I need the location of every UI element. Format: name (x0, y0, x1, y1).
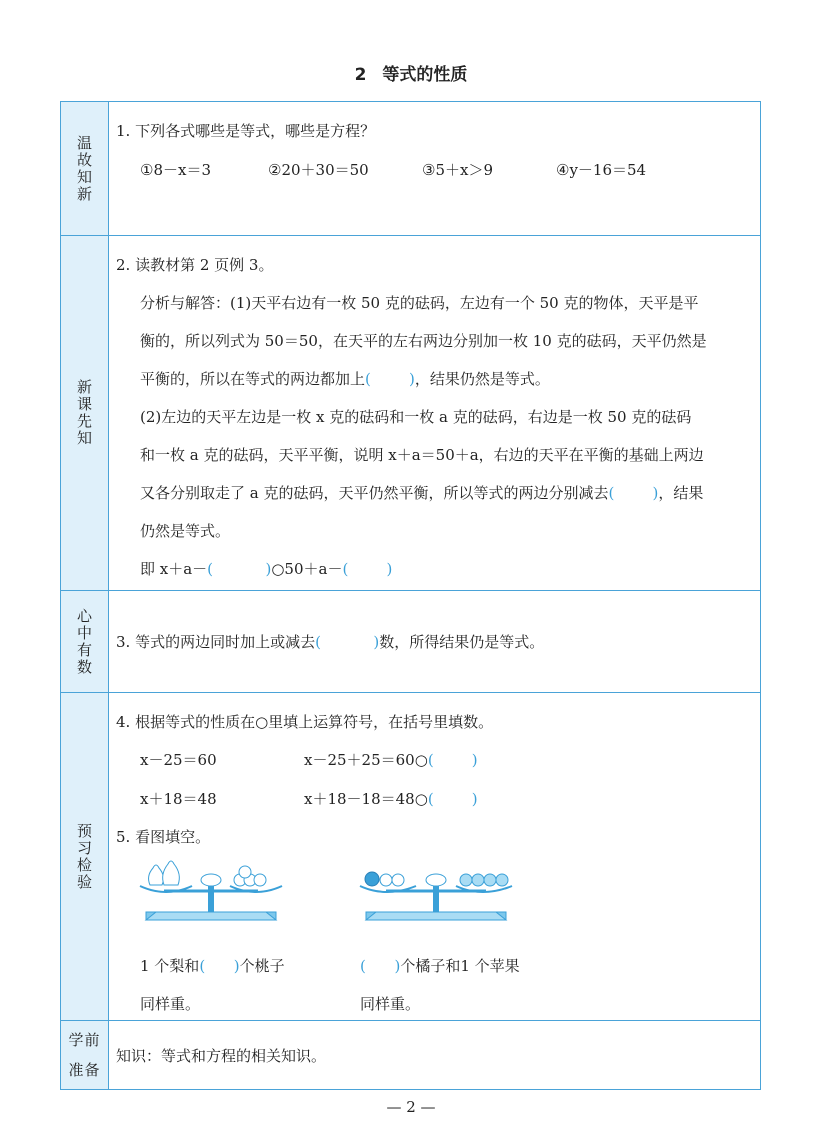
analysis-line-3: 平衡的，所以在等式的两边都加上( )，结果仍然是等式。 (140, 370, 550, 388)
question-5: 5. 看图填空。 (116, 828, 211, 846)
section-review (61, 102, 760, 235)
eq-1: x－25＝60 (140, 751, 217, 769)
fill-1-end: 同样重。 (140, 995, 201, 1013)
analysis-line-7: 仍然是等式。 (140, 522, 231, 540)
analysis-line-2: 衡的，所以列式为 50＝50，在天平的左右两边分别加一枚 10 克的砝码，天平仍然是 (140, 332, 707, 350)
expr-3: ③5＋x＞9 (422, 161, 493, 179)
answer-blank[interactable]: ( ) (427, 751, 478, 769)
answer-blank[interactable]: ( ) (207, 560, 272, 578)
expr-4: ④y－16＝54 (556, 161, 647, 179)
section-title: 等式的性质 (382, 65, 468, 85)
scale-pear-peach-image (136, 858, 286, 938)
expr-1: ①8－x＝3 (140, 161, 211, 179)
answer-blank[interactable]: ( ) (342, 560, 393, 578)
label-summary: 心中有数 (61, 591, 109, 692)
question-2: 2. 读教材第 2 页例 3。 (116, 256, 274, 274)
analysis-line-5: 和一枚 a 克的砝码，天平平衡，说明 x＋a＝50＋a，右边的天平在平衡的基础上两边 (140, 446, 704, 464)
question-1: 1. 下列各式哪些是等式，哪些是方程？ (116, 122, 376, 140)
section-new-lesson (61, 235, 760, 590)
analysis-line-6: 又各分别取走了 a 克的砝码，天平仍然平衡，所以等式的两边分别减去( )，结果 (140, 484, 704, 502)
eq-2: x－25＋25＝60○( ) (304, 751, 478, 769)
section-number: 2 (354, 65, 367, 85)
fill-2: ( )个橘子和1 个苹果 (360, 957, 520, 975)
section-preview-check (61, 692, 760, 1020)
expr-2: ②20＋30＝50 (268, 161, 369, 179)
worksheet (60, 101, 761, 1090)
answer-blank[interactable]: ( ) (199, 957, 240, 975)
answer-blank[interactable]: ( ) (315, 633, 380, 651)
question-4: 4. 根据等式的性质在○里填上运算符号，在括号里填数。 (116, 713, 494, 731)
scale-orange-apple-image (356, 858, 516, 938)
answer-blank[interactable]: ( ) (360, 957, 401, 975)
eq-4: x＋18－18＝48○( ) (304, 790, 478, 808)
analysis-line-4: (2)左边的天平左边是一枚 x 克的砝码和一枚 a 克的砝码，右边是一枚 50 克的砝码 (140, 408, 692, 426)
preparation-text: 知识：等式和方程的相关知识。 (116, 1047, 327, 1065)
label-new-lesson: 新课先知 (61, 236, 109, 590)
label-preview-check: 预习检验 (61, 693, 109, 1020)
section-preparation (61, 1020, 760, 1089)
equation-fill: 即 x＋a－( )○50＋a－( ) (140, 560, 393, 578)
page-title (0, 60, 822, 85)
eq-3: x＋18＝48 (140, 790, 217, 808)
answer-blank[interactable]: ( ) (427, 790, 478, 808)
answer-blank[interactable]: ( ) (608, 484, 659, 502)
page-number: — 2 — (386, 1098, 436, 1116)
fill-1: 1 个梨和( )个桃子 (140, 957, 285, 975)
answer-blank[interactable]: ( ) (365, 370, 415, 388)
label-preparation: 学前准备 (61, 1021, 109, 1089)
section-summary (61, 590, 760, 692)
fill-2-end: 同样重。 (360, 995, 421, 1013)
question-3: 3. 等式的两边同时加上或减去( )数，所得结果仍是等式。 (116, 633, 545, 651)
label-review: 温故知新 (61, 102, 109, 235)
analysis-line-1: 分析与解答：(1)天平右边有一枚 50 克的砝码，左边有一个 50 克的物体，天平是平 (140, 294, 699, 312)
